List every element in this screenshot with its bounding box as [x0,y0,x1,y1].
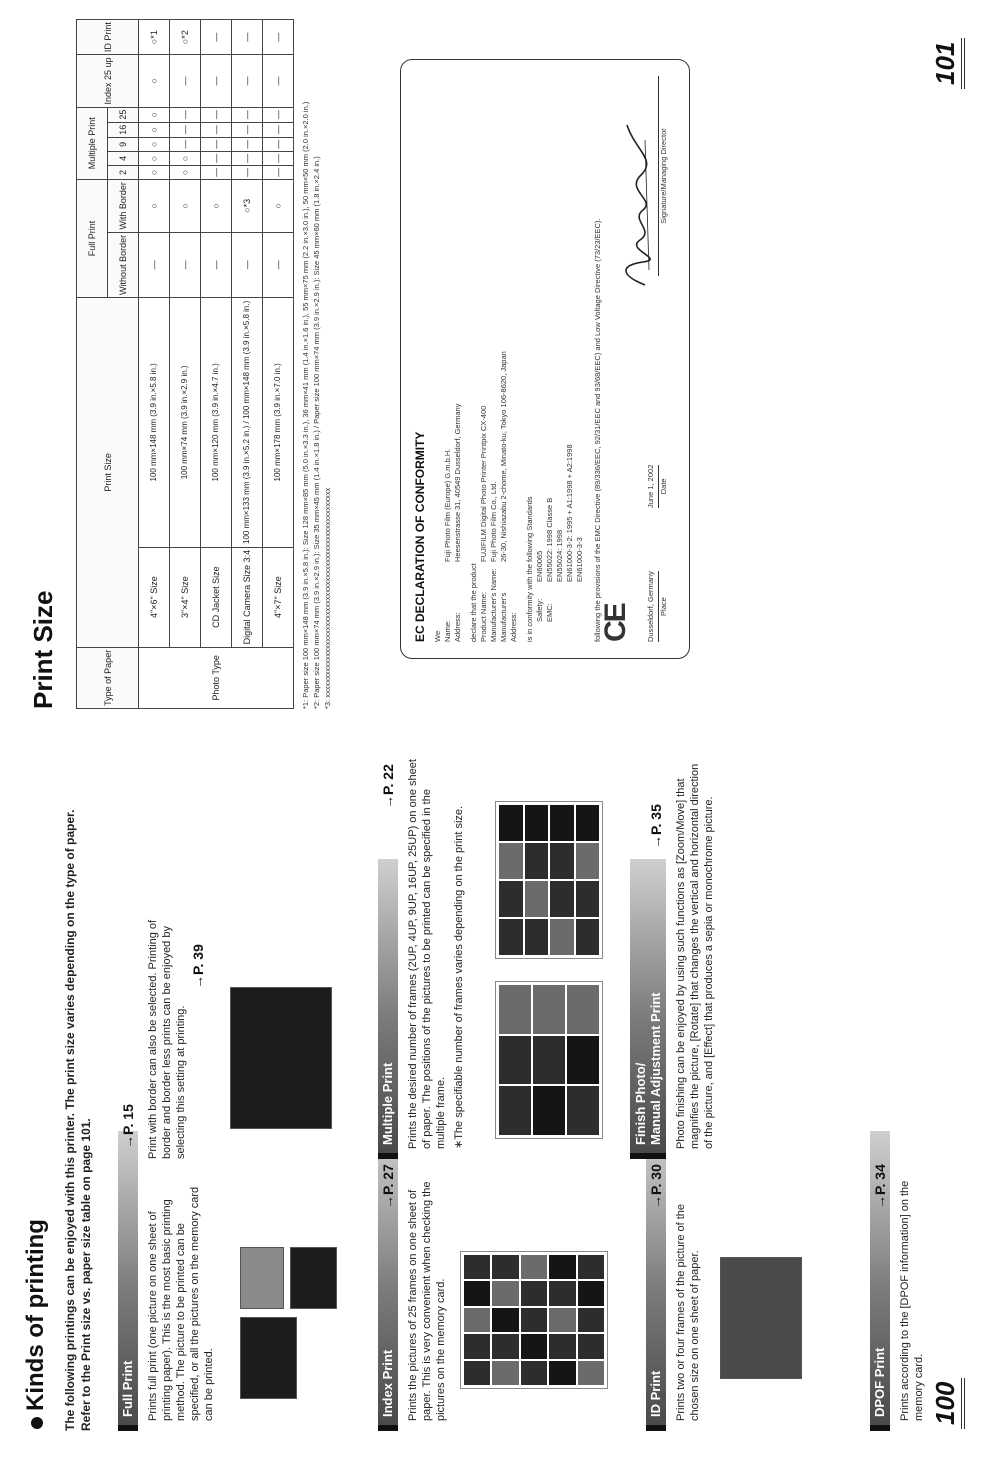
ec-date [646,465,669,508]
ec-title: EC DECLARATION OF CONFORMITY [413,431,427,642]
cell: — [232,151,263,165]
ec-declare: declare that the product [469,563,478,642]
th-m16: 16 [108,122,139,137]
ec-name: Fuji Photo Film (Europe) G.m.b.H. [443,448,452,562]
th-full: Full Print [77,179,108,297]
th-m25: 25 [108,107,139,122]
ec-date-label: Date [658,465,669,508]
cell: — [201,20,232,55]
th-without: Without Border [108,232,139,297]
kinds-title: Kinds of printing [22,1219,50,1429]
multiple-print-note: ∗The specifiable number of frames varies depending on the print size. [453,805,465,1149]
cell: ○ [139,137,170,151]
photo-type-cell: Photo Type [139,647,294,708]
multiple-print-ref: →P. 22 [380,764,396,809]
ec-emc-label: EMC: [545,603,554,622]
print-size-table [76,19,294,709]
row-name: 4"×6" Size [139,547,170,647]
footnote: *3: xxxxxxxxxxxxxxxxxxxxxxxxxxxxxxxxxxxxxxxxxxxxxxxxxxxxxxxx [323,487,332,709]
multiple-print-text: Prints the desired number of frames (2UP, 4UP, 9UP, 16UP, 25UP) on one sheet of paper. The positions of the pictures to be printed can be specified in the multiple frame. [407,759,447,1149]
th-m9: 9 [108,137,139,151]
th-type: Type of Paper [77,647,139,708]
cell: — [232,20,263,55]
cell: ○ [139,179,170,232]
row-name: 4"×7" Size [263,547,294,647]
th-size: Print Size [77,298,139,648]
ec-we: We [433,630,442,642]
row-size: 100 mm×133 mm (3.9 in.×5.2 in.) / 100 mm×148 mm (3.9 in.×5.8 in.) [232,298,263,548]
cell: — [201,137,232,151]
cell: — [201,122,232,137]
cell: ○*1 [139,20,170,55]
cell: — [263,151,294,165]
id-print-text: Prints two or four frames of the picture of the chosen size on one sheet of paper. [675,1203,701,1421]
index-print-thumbnail-grid [460,1251,608,1389]
ec-product-label: Product Name: [479,591,488,642]
ec-maker-addr-label: Manufacturer's Address: [499,592,518,642]
ec-emc-1: EN55022: 1998 Classe B [545,497,554,582]
ec-directive: following the provisions of the EMC Directive (89/336/EEC, 92/31/EEC and 93/68/EEC) and Low Voltage Directive (73/23/EEC). [593,218,602,642]
ec-address-label: Address: [453,612,462,642]
bullet-icon [31,1417,43,1429]
ec-emc-2: EN55024: 1998 [555,529,564,582]
cell: — [232,137,263,151]
cell: — [263,20,294,55]
ec-signature-label: Signature/Managing Director [658,76,669,276]
full-print-photo-2 [240,1247,284,1309]
ec-place [646,571,669,642]
table-footnotes [300,19,333,709]
cell: — [263,107,294,122]
cell: — [263,122,294,137]
th-m2: 2 [108,165,139,179]
signature-mark [615,120,655,290]
footnote: *1: Paper size 100 mm×148 mm (3.9 in.×5.8 in.): Size 128 mm×85 mm (5.0 in.×3.3 in.), 36 mm×41 mm (1.4 in.×1.6 in.), 55 mm×75 mm (2.2 in.×3.0 in.), 50 mm×50 mm (2.0 in.×2.0 in.) [301,101,310,709]
cell: — [170,232,201,297]
cell: ○ [170,179,201,232]
cell: — [201,107,232,122]
cell: — [263,137,294,151]
ec-product: FUJIFILM Digital Photo Printer Printpix CX-400 [479,405,488,562]
th-id: ID Print [77,20,139,55]
ec-place-value: Dusseldorf, Germany [646,571,655,642]
cell: ○*3 [232,179,263,232]
cell: — [170,55,201,107]
ec-name-label: Name: [443,619,452,642]
th-m4: 4 [108,151,139,165]
ec-conformity: is in conformity with the following Standards [525,496,534,642]
row-size: 100 mm×178 mm (3.9 in.×7.0 in.) [263,298,294,548]
cell: — [201,165,232,179]
ec-emc-3: EN61000-3-2: 1995 + A1:1998 + A2:1998 [565,444,574,582]
page-number-right: 101 [930,38,965,89]
table-row [232,20,263,709]
cell: — [201,232,232,297]
row-size: 100 mm×148 mm (3.9 in.×5.8 in.) [139,298,170,548]
table-row [263,20,294,709]
row-size: 100 mm×120 mm (3.9 in.×4.7 in.) [201,298,232,548]
index-print-ref: →P. 27 [380,1164,396,1209]
cell: — [170,137,201,151]
cell: — [232,165,263,179]
page-100 [0,730,1000,1459]
ec-date-value: June 1, 2002 [646,464,655,508]
index-print-text: Prints the pictures of 25 frames on one sheet of paper. This is very convenient when checking the pictures on the memory card. [407,1181,447,1421]
id-print-header: ID Print [646,1131,666,1431]
cell: ○ [139,107,170,122]
th-index: Index 25 up [77,55,139,107]
multiple-print-16up-grid [495,801,603,959]
cell: — [201,55,232,107]
print-size-title: Print Size [28,590,58,709]
ec-maker-label: Manufacturer's Name: [489,568,498,642]
table-row [201,20,232,709]
ec-address: Heesenstrasse 31, 40549 Dusseldorf, Germany [453,403,462,562]
dpof-print-header: DPOF Print [870,1131,890,1431]
full-print-photo-3 [290,1247,337,1309]
ec-safety: EN60065 [535,550,544,582]
full-print-photo-1 [240,1317,297,1399]
cell: ○ [201,179,232,232]
cell: — [263,165,294,179]
cell: — [232,107,263,122]
footnote: *2: Paper size 100 mm×74 mm (3.9 in.×2.9 in.): Size 35 mm×45 mm (1.4 in.×1.8 in.) / Paper size 100 mm×74 mm (3.9 in.×2.9 in.): Size 45 mm×60 mm (1.8 in.×2.4 in.) [312,156,321,709]
full-print-header: Full Print [118,1131,138,1431]
full-print-ref: →P. 15 [120,1104,136,1149]
ce-mark: CE [599,604,632,642]
ec-safety-label: Safety: [535,598,544,622]
finish-print-label-1: Finish Photo/ [633,1062,648,1145]
finish-print-label-2: Manual Adjustment Print [648,992,663,1145]
cell: ○ [170,165,201,179]
cell: ○ [139,122,170,137]
cell: — [232,232,263,297]
dpof-print-ref: →P. 34 [872,1164,888,1209]
finish-print-ref: →P. 35 [648,804,664,849]
full-print-border-text: Print with border can also be selected. Printing of border and border less prints can be enjoyed by selecting this setting at printing. [147,919,187,1159]
row-name: CD Jacket Size [201,547,232,647]
cell: — [201,151,232,165]
th-multiple: Multiple Print [77,107,108,179]
row-name: Digital Camera Size 3:4 [232,547,263,647]
ec-maker-addr: 26-30, Nishiazabu 2-chome, Minato-ku, Tokyo 106-8620, Japan [499,351,508,562]
full-print-border-ref: →P. 39 [190,944,206,989]
multiple-print-header: Multiple Print [378,859,398,1159]
th-with: With Border [108,179,139,232]
border-print-photo [230,987,332,1129]
cell: — [263,232,294,297]
cell: — [232,55,263,107]
cell: — [139,232,170,297]
cell: — [232,122,263,137]
ec-maker: Fuji Photo Film Co., Ltd. [489,481,498,562]
cell: ○*2 [170,20,201,55]
cell: ○ [170,151,201,165]
table-row [170,20,201,709]
ec-place-label: Place [658,571,669,642]
page-101 [0,0,1000,729]
id-print-photo [720,1257,802,1379]
cell: ○ [139,55,170,107]
row-name: 3"×4" Size [170,547,201,647]
finish-print-header [630,859,666,1159]
cell: ○ [139,165,170,179]
ec-emc-4: EN61000-3-3 [575,537,584,582]
page-number-left: 100 [930,1378,965,1429]
row-size: 100 mm×74 mm (3.9 in.×2.9 in.) [170,298,201,548]
index-print-header: Index Print [378,1131,398,1431]
full-print-text: Prints full print (one picture on one sheet of printing paper). This is the most basic printing method. The picture to be printed can be specified, or all the pictures on the memory card can be printed. [147,1186,215,1421]
finish-print-text: Photo finishing can be enjoyed by using such functions as [Zoom/Move] that magnifies the picture, [Rotate] that changes the vertical and horizontal direction of the picture, and [Effect] that produces a sepia or monochrome picture. [675,763,715,1149]
id-print-ref: →P. 30 [648,1164,664,1209]
table-row [139,20,170,709]
cell: ○ [263,179,294,232]
dpof-print-text: Prints according to the [DPOF information] on the memory card. [899,1180,925,1421]
intro-text: The following printings can be enjoyed with this printer. The print size varies depending on the type of paper. Refer to the Print size vs. paper size table on page 101. [63,809,93,1431]
cell: — [170,122,201,137]
cell: — [263,55,294,107]
ec-declaration-box [400,59,690,659]
cell: ○ [139,151,170,165]
multiple-print-9up-grid [495,981,603,1139]
cell: — [170,107,201,122]
